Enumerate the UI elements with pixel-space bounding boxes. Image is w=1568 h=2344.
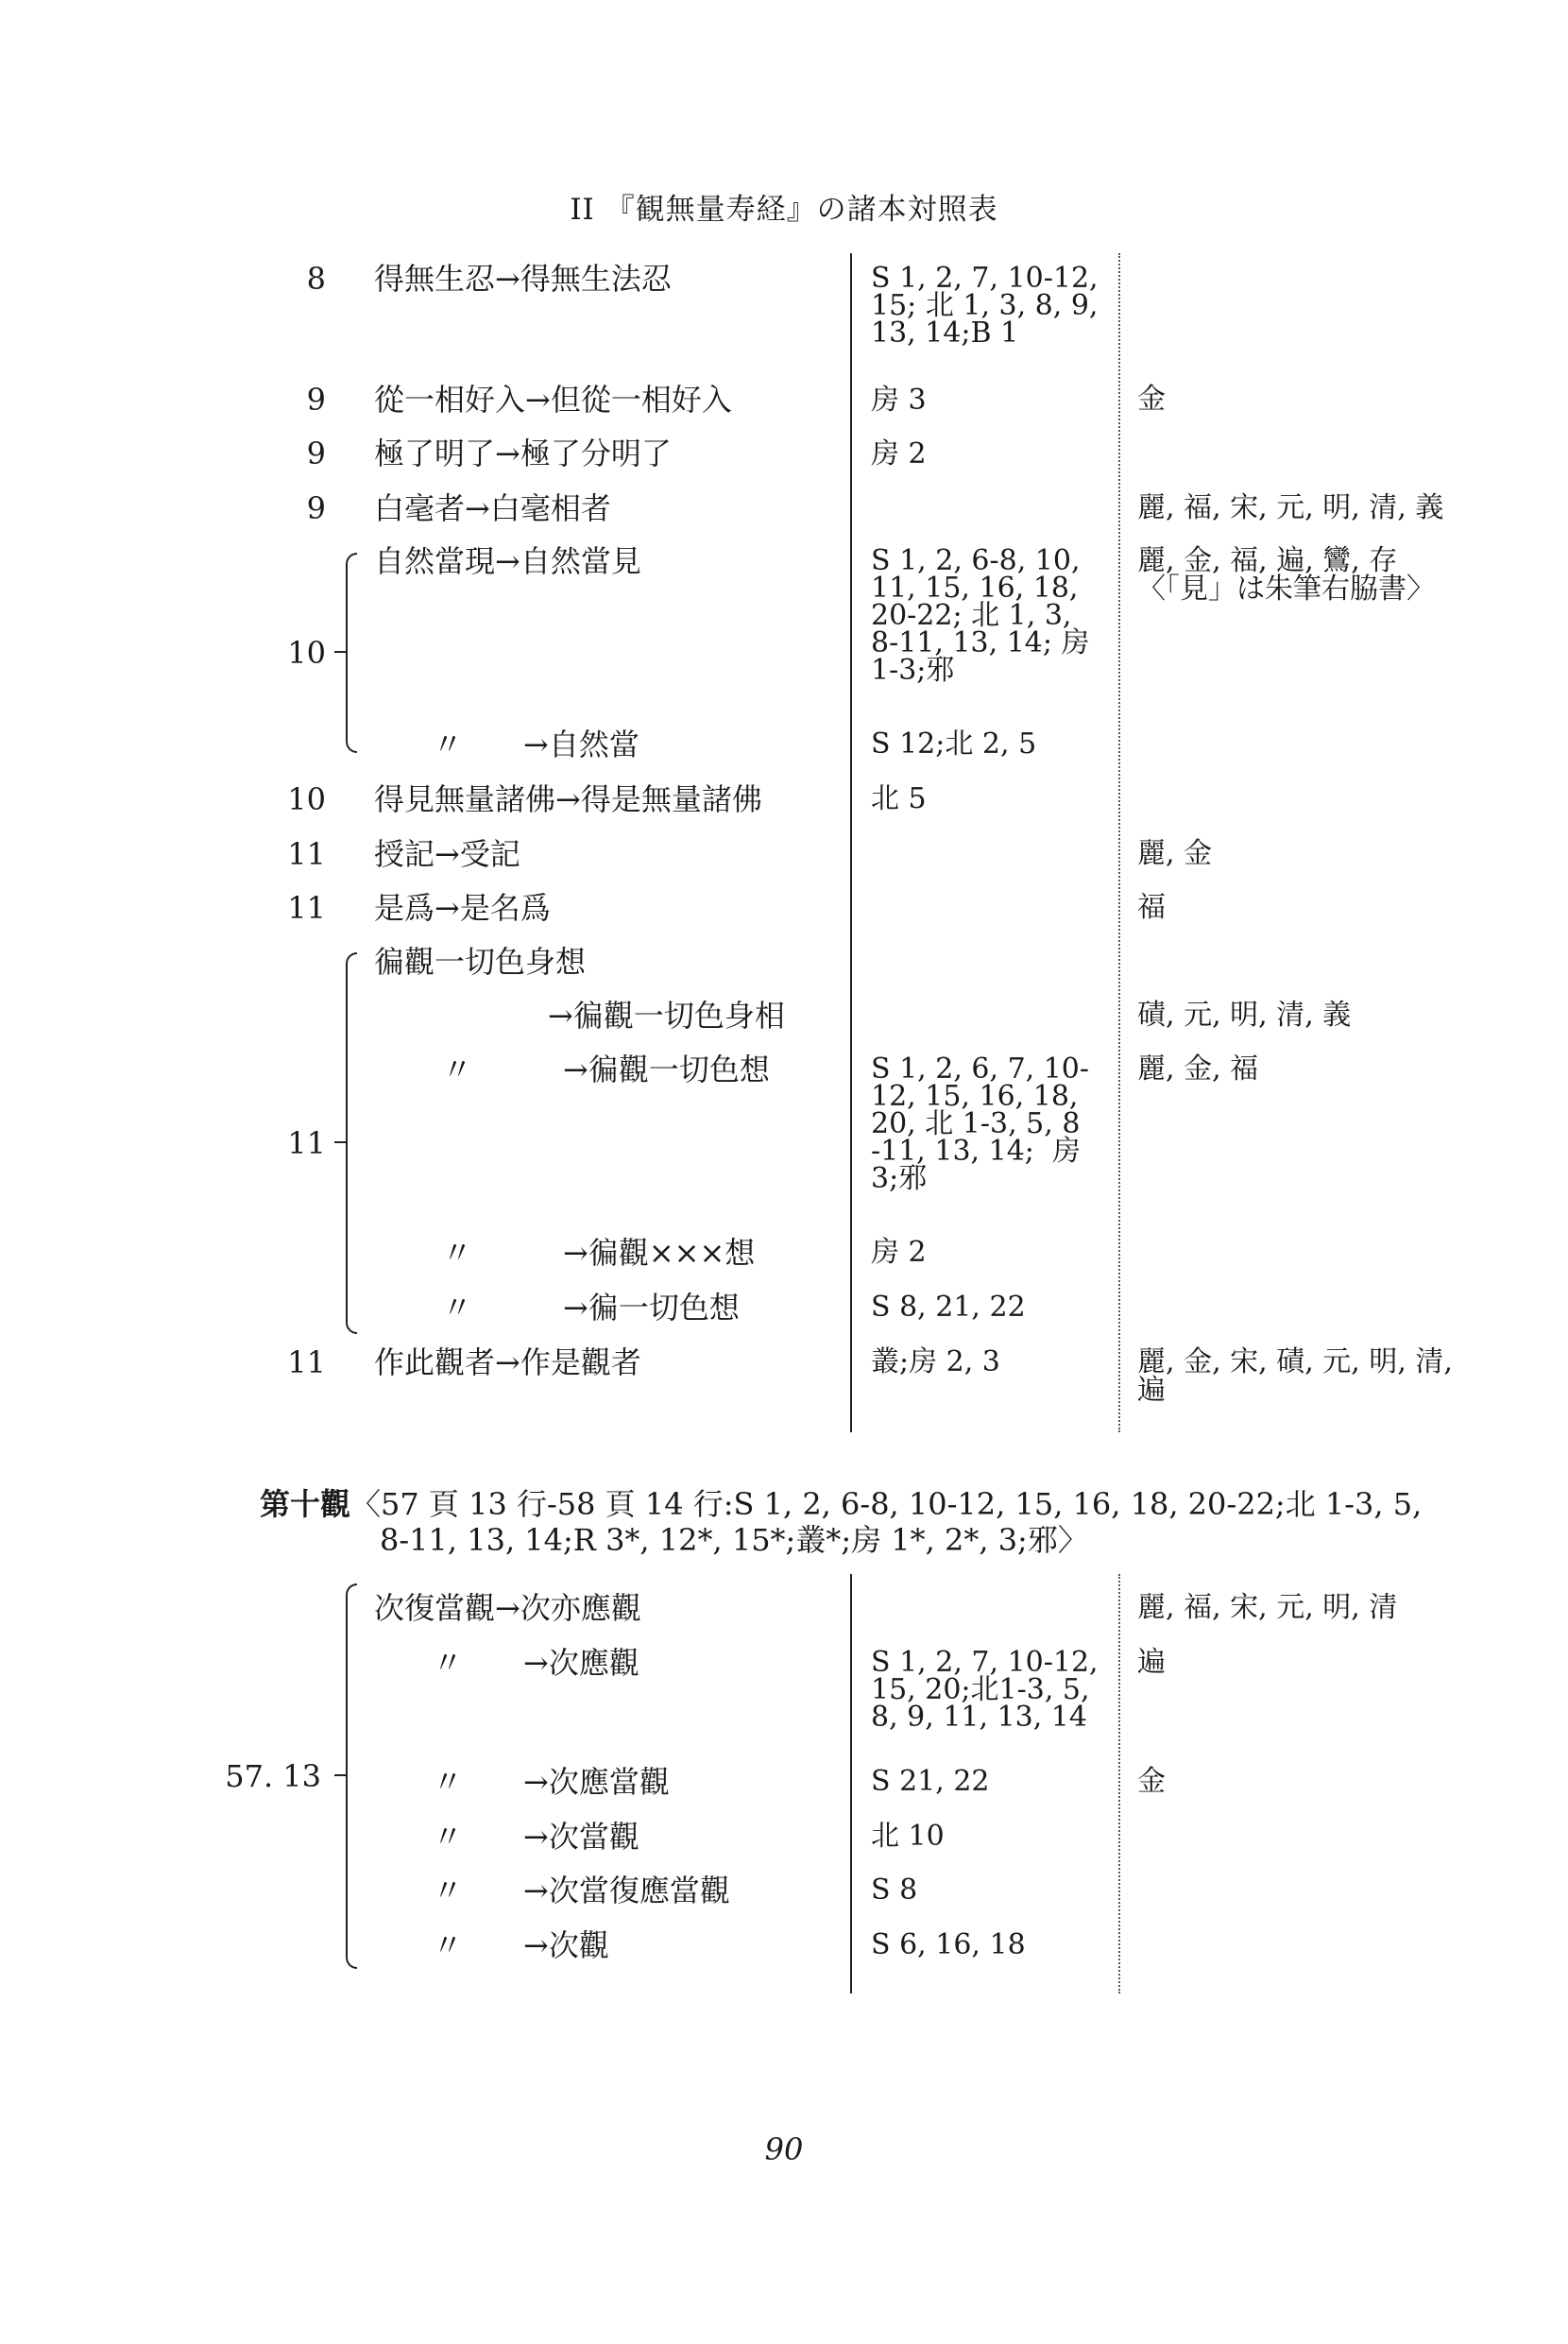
- row-number: 9: [306, 490, 326, 526]
- source-list: S 8, 21, 22: [871, 1291, 1026, 1324]
- edition-list: 麗, 金: [1137, 837, 1213, 870]
- source-list: 房 2: [871, 1236, 927, 1269]
- variant-text: 〃 →次應觀: [433, 1645, 639, 1681]
- variant-text: 授記→受記: [374, 836, 520, 872]
- source-list: S 12;北 2, 5: [871, 727, 1037, 761]
- variant-text: 〃 →次當觀: [433, 1819, 639, 1855]
- source-list: 叢;房 2, 3: [871, 1345, 1000, 1378]
- edition-list: 金: [1137, 1765, 1166, 1798]
- row-number: 11: [287, 890, 326, 926]
- section-reference: 〈57 頁 13 行-58 頁 14 行:S 1, 2, 6-8, 10-12, 15, 16, 18, 20-22;北 1-3, 5,: [350, 1486, 1423, 1522]
- column-rule-sources: [850, 1574, 852, 1993]
- source-list: S 1, 2, 7, 10-12, 15; 北 1, 3, 8, 9, 13, 14;B 1: [871, 262, 1099, 350]
- page-number: 90: [764, 2131, 804, 2167]
- source-list: 房 3: [871, 384, 927, 417]
- group-label: 10: [287, 635, 326, 671]
- edition-list: 遍: [1137, 1646, 1166, 1679]
- source-list: S 8: [871, 1873, 918, 1907]
- variant-text: 〃 →次應當觀: [433, 1764, 670, 1800]
- section-reference-continued: 8-11, 13, 14;R 3*, 12*, 15*;叢*;房 1*, 2*, 3;邪〉: [380, 1522, 1088, 1558]
- variant-text: 〃 →徧觀×××想: [442, 1235, 756, 1271]
- variant-text: 〃 →徧一切色想: [442, 1290, 740, 1326]
- group-brace-tip: [334, 1774, 346, 1776]
- variant-text: 得無生忍→得無生法忍: [374, 261, 672, 297]
- row-number: 9: [306, 382, 326, 418]
- variant-text: 得見無量諸佛→得是無量諸佛: [374, 781, 762, 817]
- edition-list: 金: [1137, 383, 1166, 416]
- column-rule-editions: [1118, 253, 1120, 1432]
- variant-text: 〃 →徧觀一切色想: [442, 1052, 770, 1087]
- group-brace: [346, 1583, 357, 1969]
- source-list: S 1, 2, 6, 7, 10- 12, 15, 16, 18, 20, 北 1-3, 5, 8 -11, 13, 14; 房 3;邪: [871, 1052, 1090, 1195]
- section-heading: [260, 1486, 1422, 1522]
- edition-list: 麗, 金, 福: [1137, 1052, 1259, 1086]
- edition-list: 福: [1137, 891, 1166, 924]
- source-list: S 1, 2, 6-8, 10, 11, 15, 16, 18, 20-22; 北 1, 3, 8-11, 13, 14; 房 1-3;邪: [871, 544, 1090, 687]
- variant-text: 徧觀一切色身想: [374, 944, 587, 980]
- source-list: 北 10: [871, 1820, 945, 1853]
- source-list: 房 2: [871, 437, 927, 471]
- edition-list: 麗, 福, 宋, 元, 明, 清: [1137, 1591, 1398, 1624]
- variant-text: 作此觀者→作是觀者: [374, 1344, 641, 1380]
- source-list: S 1, 2, 7, 10-12, 15, 20;北1-3, 5, 8, 9, 11, 13, 14: [871, 1646, 1099, 1734]
- edition-list: 麗, 福, 宋, 元, 明, 清, 義: [1137, 491, 1444, 524]
- variant-text: →徧觀一切色身相: [548, 998, 785, 1034]
- row-number: 11: [287, 1344, 326, 1380]
- variant-text: 〃 →次當復應當觀: [433, 1873, 730, 1908]
- group-brace-tip: [334, 651, 346, 653]
- edition-list: 磧, 元, 明, 清, 義: [1137, 999, 1352, 1032]
- row-number: 11: [287, 836, 326, 872]
- variant-text: 自然當現→自然當見: [374, 543, 641, 579]
- group-label: 57. 13: [225, 1758, 321, 1794]
- group-label: 11: [287, 1125, 326, 1161]
- source-list: S 6, 16, 18: [871, 1928, 1026, 1961]
- variant-text: 從一相好入→但從一相好入: [374, 382, 732, 418]
- column-rule-editions: [1118, 1574, 1120, 1993]
- running-header: II 『観無量寿経』の諸本対照表: [570, 193, 998, 227]
- row-number: 9: [306, 436, 326, 471]
- variant-text: 次復當觀→次亦應觀: [374, 1590, 641, 1626]
- source-list: 北 5: [871, 782, 927, 815]
- variant-text: 極了明了→極了分明了: [374, 436, 672, 471]
- variant-text: 〃 →次觀: [433, 1927, 609, 1963]
- row-number: 10: [287, 781, 326, 817]
- column-rule-sources: [850, 253, 852, 1432]
- group-brace-tip: [334, 1141, 346, 1143]
- edition-list: 麗, 金, 宋, 磧, 元, 明, 清, 遍: [1137, 1345, 1453, 1407]
- source-list: S 21, 22: [871, 1765, 990, 1798]
- section-title: 第十觀: [260, 1486, 351, 1522]
- edition-list: 麗, 金, 福, 遍, 鸞, 存 〈「見」は朱筆右脇書〉: [1137, 544, 1435, 606]
- variant-text: 是爲→是名爲: [374, 890, 551, 926]
- variant-text: 白毫者→白毫相者: [374, 490, 611, 526]
- variant-text: 〃 →自然當: [433, 727, 639, 762]
- group-brace: [346, 952, 357, 1334]
- group-brace: [346, 553, 357, 753]
- row-number: 8: [306, 261, 326, 297]
